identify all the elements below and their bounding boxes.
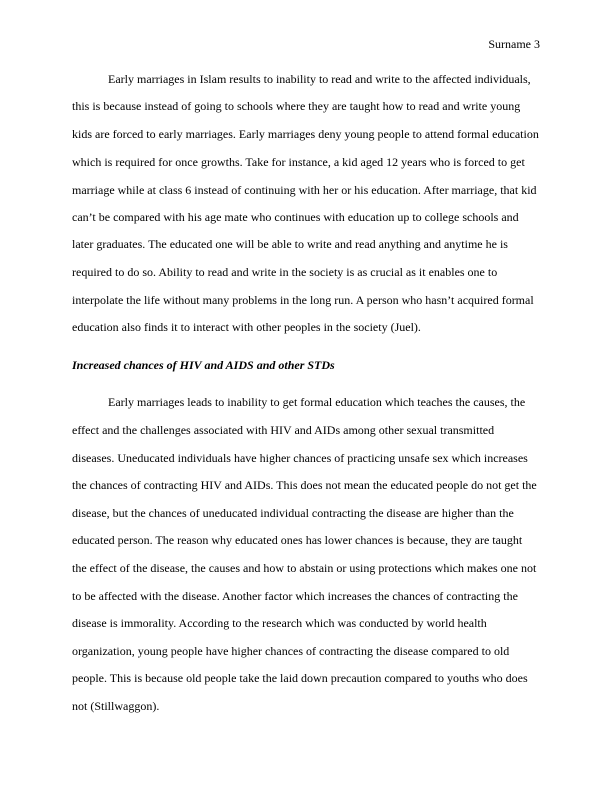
paragraph-2-line-2: effect and the challenges associated with HIV and AIDs among other sexual transmitted [72,423,495,437]
paragraph-2-line-4: the chances of contracting HIV and AIDs. This does not mean the educated people do not get the [72,478,537,492]
section-heading: Increased chances of HIV and AIDS and other STDs [72,358,335,372]
paragraph-2-line-3: diseases. Uneducated individuals have higher chances of practicing unsafe sex which increases [72,451,528,465]
paragraph-2-line-6: educated person. The reason why educated ones has lower chances is because, they are taught [72,533,523,547]
paragraph-1-line-4: which is required for once growths. Take for instance, a kid aged 12 years who is forced to get [72,155,525,169]
paragraph-1-line-6: can’t be compared with his age mate who continues with education up to college schools and [72,210,519,224]
paragraph-2-line-11: people. This is because old people take the laid down precaution compared to youths who does [72,671,528,685]
paragraph-1-line-8: required to do so. Ability to read and write in the society is as crucial as it enables one to [72,265,498,279]
paragraph-2-line-10: organization, young people have higher chances of contracting the disease compared to old [72,644,510,658]
paragraph-2-line-12: not (Stillwaggon). [72,699,160,713]
paragraph-1-line-5: marriage while at class 6 instead of continuing with her or his education. After marriage, that kid [72,183,537,197]
paragraph-1-line-1: Early marriages in Islam results to inability to read and write to the affected individuals, [108,72,531,86]
paragraph-2-line-7: the effect of the disease, the causes and how to abstain or using protections which makes one not [72,561,537,575]
paragraph-1-line-9: interpolate the life without many problems in the long run. A person who hasn’t acquired formal [72,293,534,307]
paragraph-2-line-9: disease is immorality. According to the research which was conducted by world health [72,616,487,630]
paragraph-1-line-3: kids are forced to early marriages. Early marriages deny young people to attend formal education [72,127,539,141]
paragraph-1-line-2: this is because instead of going to schools where they are taught how to read and write young [72,99,521,113]
running-head: Surname 3 [488,37,540,51]
paragraph-2-line-1: Early marriages leads to inability to get formal education which teaches the causes, the [108,395,526,409]
paragraph-1-line-10: education also finds it to interact with other peoples in the society (Juel). [72,320,421,334]
paragraph-1-line-7: later graduates. The educated one will be able to write and read anything and anytime he is [72,237,508,251]
paragraph-2-line-5: disease, but the chances of uneducated individual contracting the disease are higher than the [72,506,514,520]
paragraph-2-line-8: to be affected with the disease. Another factor which increases the chances of contracting the [72,589,518,603]
